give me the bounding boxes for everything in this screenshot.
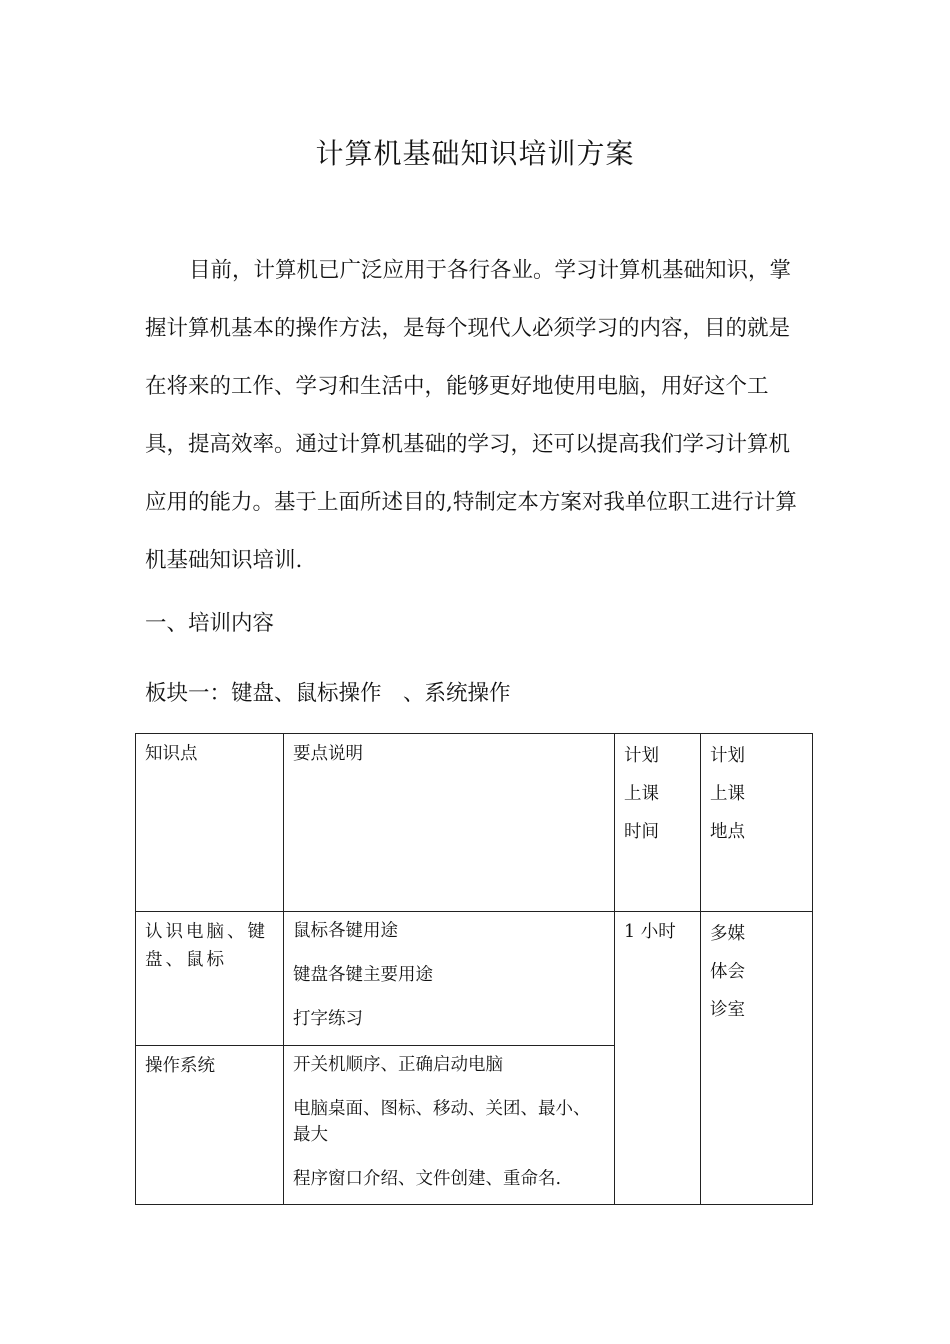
time-value: 1 小时 [624, 922, 676, 942]
header-time-line: 计划 [624, 746, 659, 766]
knowledge-text: 操作系统 [145, 1056, 215, 1076]
point-item: 鼠标各键用途 [293, 921, 398, 941]
time-cell [615, 912, 701, 1205]
knowledge-cell [136, 912, 284, 1046]
header-explanation-cell [284, 734, 615, 912]
table-header-row [136, 734, 813, 912]
knowledge-cell [136, 1046, 284, 1205]
header-time-line: 上课 [624, 784, 659, 804]
place-line: 多媒 [710, 924, 745, 944]
header-place-line: 计划 [710, 746, 745, 766]
table-row [136, 912, 813, 1046]
training-table [135, 733, 813, 1205]
point-item: 开关机顺序、正确启动电脑 [293, 1055, 503, 1075]
header-place-line: 地点 [710, 822, 745, 842]
place-line: 诊室 [710, 1000, 745, 1020]
header-place-cell [701, 734, 813, 912]
points-cell [284, 912, 615, 1046]
module-heading: 板块一：键盘、鼠标操作 、系统操作 [145, 681, 511, 706]
place-cell [701, 912, 813, 1205]
point-item: 键盘各键主要用途 [293, 965, 433, 985]
header-knowledge-cell [136, 734, 284, 912]
header-explanation: 要点说明 [293, 744, 363, 764]
points-cell [284, 1046, 615, 1205]
place-line: 体会 [710, 962, 745, 982]
point-item: 程序窗口介绍、文件创建、重命名. [293, 1169, 562, 1189]
point-item: 打字练习 [293, 1009, 363, 1029]
section-heading: 一、培训内容 [145, 611, 275, 636]
header-time-cell [615, 734, 701, 912]
header-time-line: 时间 [624, 822, 659, 842]
document-title: 计算机基础知识培训方案 [315, 137, 635, 170]
header-place-line: 上课 [710, 784, 745, 804]
knowledge-text: 认识电脑、键盘、鼠标 [145, 922, 268, 970]
point-item: 电脑桌面、图标、移动、关团、最小、最大 [293, 1099, 591, 1145]
header-knowledge: 知识点 [145, 744, 198, 764]
intro-paragraph: 目前，计算机已广泛应用于各行各业。学习计算机基础知识，掌握计算机基本的操作方法，是每个现代人必须学习的内容，目的就是在将来的工作、学习和生活中，能够更好地使用电脑，用好这个工具，提高效率。通过计算机基础的学习，还可以提高我们学习计算机应用的能力。基于上面所述目的,特制定本方案对我单位职工进行计算机基础知识培训. [145, 258, 797, 573]
